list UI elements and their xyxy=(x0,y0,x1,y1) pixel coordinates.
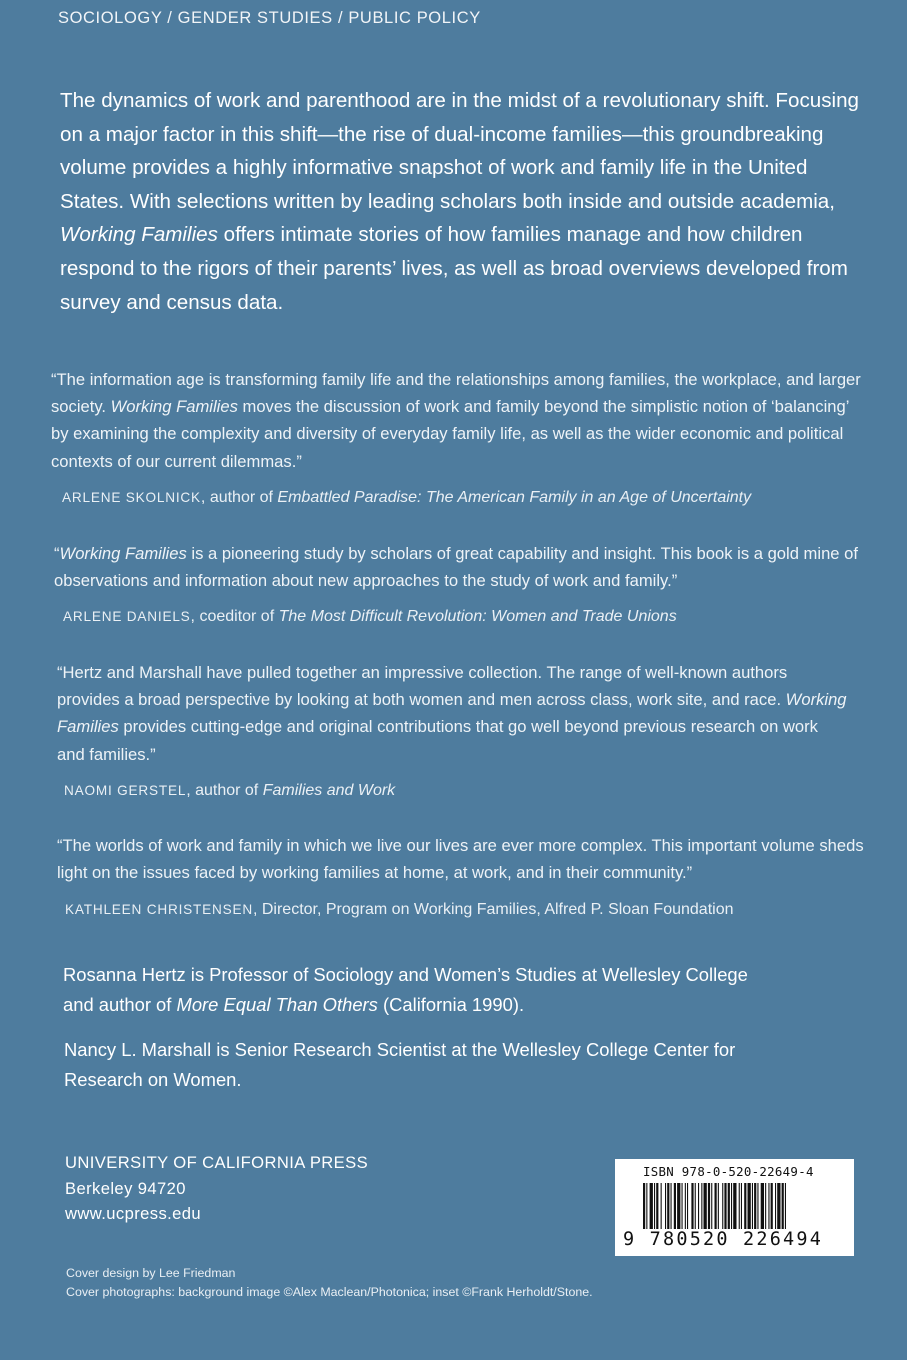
endorsement-quote-2: “Working Families is a pioneering study by scholars of great capability and insight. This book is a gold mine of observations and information about new approaches to the study of work and family.” xyxy=(54,544,858,591)
endorsement-quote-3: “Hertz and Marshall have pulled together an impressive collection. The range of well-known authors provides a broad perspective by looking at both women and men across class, work site, and race. Working Families provides cutting-edge and original contributions that go well beyond previous research on work and families.” xyxy=(57,663,847,764)
isbn-number: ISBN 978-0-520-22649-4 xyxy=(643,1164,814,1179)
author-bio-hertz: Rosanna Hertz is Professor of Sociology and Women’s Studies at Wellesley College and author of More Equal Than Others (California 1990). xyxy=(63,964,748,1015)
endorsement-attribution-1: ARLENE SKOLNICK, author of Embattled Paradise: The American Family in an Age of Uncertainty xyxy=(62,489,752,506)
book-description xyxy=(60,84,860,319)
description-book-title: Working Families xyxy=(60,223,218,247)
endorsement-attribution-2: ARLENE DANIELS, coeditor of The Most Difficult Revolution: Women and Trade Unions xyxy=(63,608,677,625)
cover-photo-credit: Cover photographs: background image ©Alex Maclean/Photonica; inset ©Frank Herholdt/Stone. xyxy=(66,1285,593,1300)
endorsement-attribution-4: KATHLEEN CHRISTENSEN, Director, Program on Working Families, Alfred P. Sloan Foundation xyxy=(65,901,734,918)
description-text-2: offers intimate stories of how families manage and how children respond to the rigors of their parents’ lives, as well as broad overviews developed from survey and census data. xyxy=(60,223,848,314)
endorsement-quote-1: “The information age is transforming family life and the relationships among families, the workplace, and larger society. Working Families moves the discussion of work and family beyond the simplistic notion of ‘balancing’ by examining the complexity and diversity of everyday family life, as well as the wider economic and political contexts of our current dilemmas.” xyxy=(51,370,861,471)
description-text-1: The dynamics of work and parenthood are in the midst of a revolutionary shift. Focusing on a major factor in this shift—the rise of dual-income families—this groundbreaking volume provides a highly informative snapshot of work and family life in the United States. With selections written by leading scholars both inside and outside academia, xyxy=(60,89,859,213)
category-label: SOCIOLOGY / GENDER STUDIES / PUBLIC POLICY xyxy=(58,9,481,27)
endorsement-quote-4: “The worlds of work and family in which we live our lives are ever more complex. This important volume sheds light on the issues faced by working families at home, at work, and in their community.” xyxy=(57,836,864,883)
endorsement-attribution-3: NAOMI GERSTEL, author of Families and Work xyxy=(64,782,396,799)
publisher-website[interactable]: www.ucpress.edu xyxy=(65,1204,202,1224)
publisher-city: Berkeley 94720 xyxy=(65,1178,186,1198)
author-bio-marshall: Nancy L. Marshall is Senior Research Scientist at the Wellesley College Center for Research on Women. xyxy=(64,1039,736,1090)
isbn-barcode xyxy=(615,1159,854,1256)
cover-design-credit: Cover design by Lee Friedman xyxy=(66,1266,236,1280)
publisher-name: UNIVERSITY OF CALIFORNIA PRESS xyxy=(65,1153,369,1172)
barcode-digits: 9 780520 226494 xyxy=(623,1229,824,1250)
cover-credits xyxy=(66,1264,593,1302)
publisher-block xyxy=(65,1150,368,1227)
